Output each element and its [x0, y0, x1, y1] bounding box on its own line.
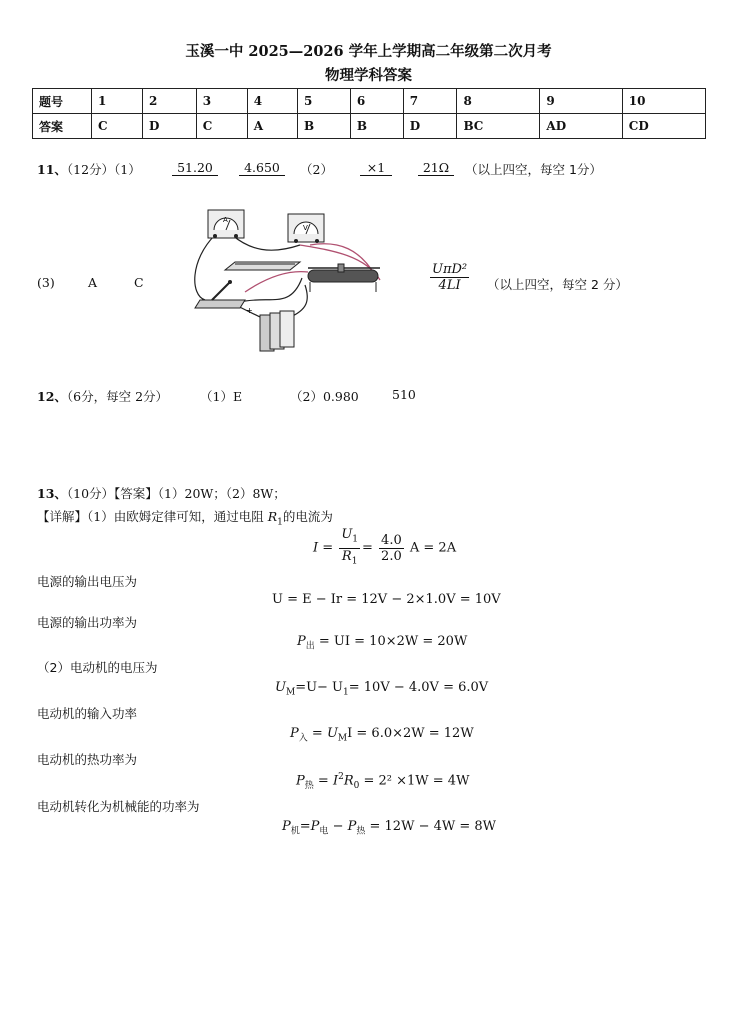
q11-blank-4: 21Ω — [418, 160, 454, 176]
table-cell: 10 — [622, 89, 705, 114]
q13-detail-text: （1）由欧姆定律可知，通过电阻 — [87, 509, 264, 524]
q11-note-1: （以上四空，每空 1分） — [465, 162, 602, 177]
frac-denominator: 2.0 — [381, 548, 402, 564]
table-cell: AD — [540, 114, 622, 139]
q13-line — [37, 484, 286, 502]
q11-answer-a: A — [88, 275, 98, 290]
eq-output-power: $P_出$ = UI = 10×2W = 20W — [297, 634, 468, 652]
page-subtitle: 物理学科答案 — [325, 67, 412, 84]
table-cell: 4 — [247, 89, 297, 114]
resistance-wire-board — [225, 262, 300, 270]
label-output-power: 电源的输出功率为 — [37, 615, 138, 630]
table-cell: 7 — [403, 89, 457, 114]
eq-motor-voltage-mid: =U− U — [295, 680, 344, 695]
label-output-voltage: 电源的输出电压为 — [37, 574, 138, 589]
eq-input-power-text: I = 6.0×2W = 12W — [347, 726, 474, 741]
battery — [246, 306, 294, 351]
q11-score: （12分）（1） — [66, 162, 141, 177]
table-cell: B — [350, 114, 403, 139]
table-cell: CD — [622, 114, 705, 139]
eq-current: I = $\frac{U_1}{R_1}$ = $\frac{4.0}{2.0}$ A = 2A — [313, 527, 457, 567]
eq-motor-voltage: $U_M=U- U_1= 10V - 4.0V = 6.0V$ — [275, 680, 489, 698]
table-cell: 5 — [298, 89, 351, 114]
q12-line — [37, 387, 168, 405]
formula-denominator: 4LI — [438, 278, 461, 293]
label-input-power: 电动机的输入功率 — [37, 706, 138, 721]
eq-mechanical-power: $P_机=P_电 - P_热 = 12W - 4W = 8W$ — [282, 819, 497, 837]
rheostat — [308, 264, 380, 292]
q11-part3: (3) — [37, 275, 55, 290]
table-cell: B — [298, 114, 351, 139]
page-title: 玉溪一中 2025—2026 学年上学期高二年级第二次月考 — [185, 43, 552, 60]
table-cell: 8 — [457, 89, 540, 114]
voltmeter-label: V — [303, 224, 308, 232]
q11-line1 — [37, 160, 141, 178]
label-mechanical-power: 电动机转化为机械能的功率为 — [37, 799, 200, 814]
q11-answer-c: C — [134, 275, 144, 290]
eq-current-tail: A = 2A — [409, 540, 457, 556]
table-row-answers — [33, 114, 706, 139]
table-cell: C — [196, 114, 247, 139]
eq-mechanical-power-text: = 12W − 4W = 8W — [369, 819, 497, 834]
eq-heat-power: $P_热 = I^2R_0 = 2^2 \times 1W = 4W$ — [296, 772, 470, 791]
label-heat-power: 电动机的热功率为 — [37, 752, 138, 767]
table-cell: C — [92, 114, 143, 139]
q13-detail: 【详解】（1）由欧姆定律可知，通过电阻 $R_1$的电流为 — [37, 509, 333, 528]
eq-motor-voltage-tail: = 10V − 4.0V = 6.0V — [348, 680, 489, 695]
q12-score: （6分，每空 2分） — [66, 389, 169, 404]
q13-detail-tail: 的电流为 — [282, 509, 333, 524]
table-cell: 9 — [540, 89, 622, 114]
q13-number: 13、 — [37, 486, 67, 501]
q11-blank-3: ×1 — [360, 160, 392, 176]
formula-numerator: UπD² — [432, 262, 468, 277]
q12-number: 12、 — [37, 389, 67, 404]
circuit-diagram — [190, 200, 395, 360]
table-cell: 2 — [143, 89, 197, 114]
frac-numerator: 4.0 — [381, 532, 402, 548]
table-cell: BC — [457, 114, 540, 139]
q12-part1: （1）E — [200, 389, 243, 404]
table-header-cell: 题号 — [33, 89, 92, 114]
table-cell: A — [247, 114, 297, 139]
table-cell: D — [143, 114, 197, 139]
switch — [195, 280, 245, 308]
resistivity-formula — [428, 262, 471, 293]
eq-output-power-text: = UI = 10×2W = 20W — [318, 634, 468, 649]
q12-part3: 510 — [392, 387, 416, 402]
table-cell: 3 — [196, 89, 247, 114]
q11-part2: （2） — [300, 162, 333, 177]
q12-part2: （2）0.980 — [290, 389, 359, 404]
q11-blank-2: 4.650 — [239, 160, 285, 176]
table-cell: 6 — [350, 89, 403, 114]
svg-text:+: + — [246, 306, 253, 315]
q11-note-2: （以上四空，每空 2 分） — [487, 277, 628, 292]
ammeter-label: A — [223, 216, 228, 224]
table-header-cell: 答案 — [33, 114, 92, 139]
ammeter — [208, 210, 244, 238]
eq-heat-power-text: = 2² ×1W = 4W — [363, 773, 470, 789]
voltmeter — [288, 214, 324, 243]
q11-blank-1: 51.20 — [172, 160, 218, 176]
q13-detail-label: 【详解】 — [37, 509, 88, 524]
table-cell: 1 — [92, 89, 143, 114]
label-motor-voltage: （2）电动机的电压为 — [37, 660, 158, 675]
table-cell: D — [403, 114, 457, 139]
table-row-numbers — [33, 89, 706, 114]
eq-output-voltage: U = E − Ir = 12V − 2×1.0V = 10V — [272, 592, 501, 607]
q13-head: （10分）【答案】（1）20W；（2）8W； — [66, 486, 286, 501]
eq-input-power: $P_入 = U_MI = 6.0\times 2W = 12W$ — [290, 726, 474, 744]
q11-number: 11、 — [37, 162, 67, 177]
answer-table — [32, 88, 706, 139]
